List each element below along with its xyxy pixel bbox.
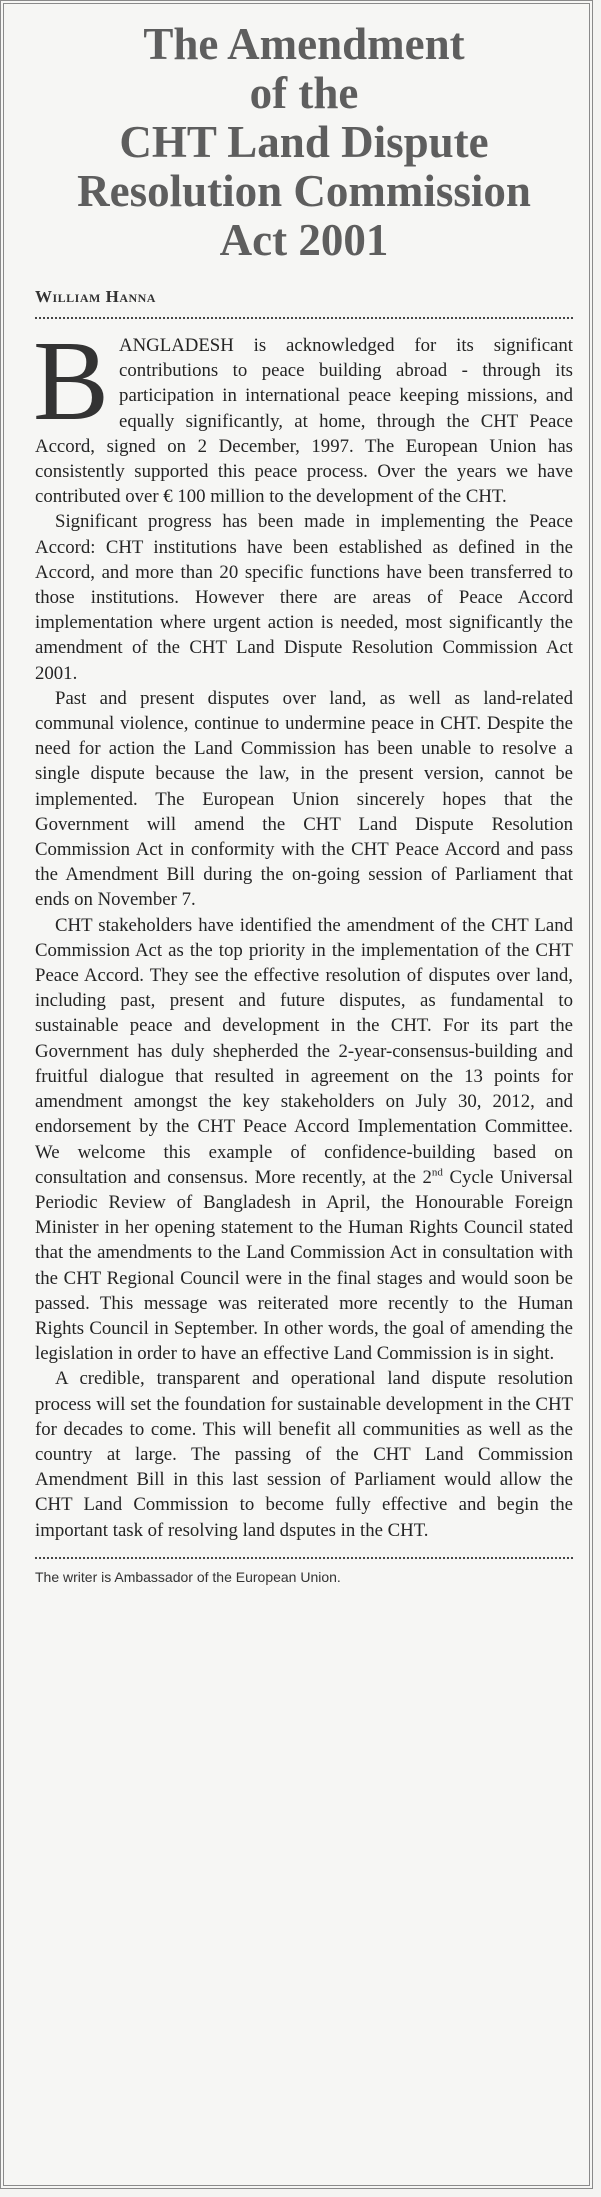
paragraph: Significant progress has been made in implementing the Peace Accord: CHT institutions have been established as defined in the Accord, and more than 20 specific functions have been transferred to those institutions. However there are areas of Peace Accord implementation where urgent action is needed, most significantly the amendment of the CHT Land Dispute Resolution Commission Act 2001. [35, 511, 573, 684]
drop-cap: B [33, 317, 110, 444]
dotted-divider [35, 317, 573, 319]
paragraph: A credible, transparent and operational land dispute resolution process will set the foundation for sustainable development in the CHT for decades to come. This will benefit all communities as well as the country at large. The passing of the CHT Land Commission Amendment Bill in this last session of Parliament would allow the CHT Land Commission to become fully effective and begin the important task of resolving land dsputes in the CHT. [35, 1368, 573, 1541]
paragraph-text: Cycle Universal Periodic Review of Bangladesh in April, the Honourable Foreign Minister in her opening statement to the Human Rights Council stated that the amendments to the Land Commission Act in consultation with the CHT Regional Council were in the final stages and would soon be passed. This message was reiterated more recently to the Human Rights Council in September. In other words, the goal of amending the legislation in order to have an effective Land Commission is in sight. [35, 1166, 574, 1365]
paragraph [33, 317, 573, 509]
paragraph: Past and present disputes over land, as well as land-related communal violence, continue to undermine peace in CHT. Despite the need for action the Land Commission has been unable to resolve a single dispute because the law, in the present version, cannot be implemented. The European Union sincerely hopes that the Government will amend the CHT Land Dispute Resolution Commission Act in conformity with the CHT Peace Accord and pass the Amendment Bill during the on-going session of Parliament that ends on November 7. [35, 687, 573, 911]
title-line: Act 2001 [219, 215, 389, 265]
paragraph-text: ANGLADESH is acknowledged for its significant contributions to peace building abroad - through its participation in international peace keeping missions, and equally significantly, at home, through the CHT Peace Accord, signed on 2 December, 1997. The European Union has consistently supported this peace process. Over the years we have contributed over € 100 million to the development of the CHT. [35, 335, 573, 508]
article-body [33, 317, 574, 1543]
title-line: CHT Land Dispute [119, 117, 489, 167]
paragraph [35, 913, 573, 1367]
title-line: of the [249, 68, 359, 118]
title-line: Resolution Commission [77, 166, 531, 216]
article [35, 20, 573, 1585]
dotted-divider [35, 1557, 573, 1559]
author-note: The writer is Ambassador of the European Union. [35, 1568, 341, 1585]
paragraph-text: CHT stakeholders have identified the amendment of the CHT Land Commission Act as the top priority in the implementation of the CHT Peace Accord. They see the effective resolution of disputes over land, including past, present and future disputes, as fundamental to sustainable peace and development in the CHT. For its part the Government has duly shepherded the 2-year-consensus-building and fruitful dialogue that resulted in agreement on the 13 points for amendment amongst the key stakeholders on July 30, 2012, and endorsement by the CHT Peace Accord Implementation Committee. We welcome this example of confidence-building based on consultation and consensus. More recently, at the 2 [35, 914, 573, 1188]
author-byline: William Hanna [35, 287, 156, 306]
article-title [35, 20, 573, 265]
superscript: nd [431, 1166, 443, 1179]
title-line: The Amendment [143, 19, 465, 69]
